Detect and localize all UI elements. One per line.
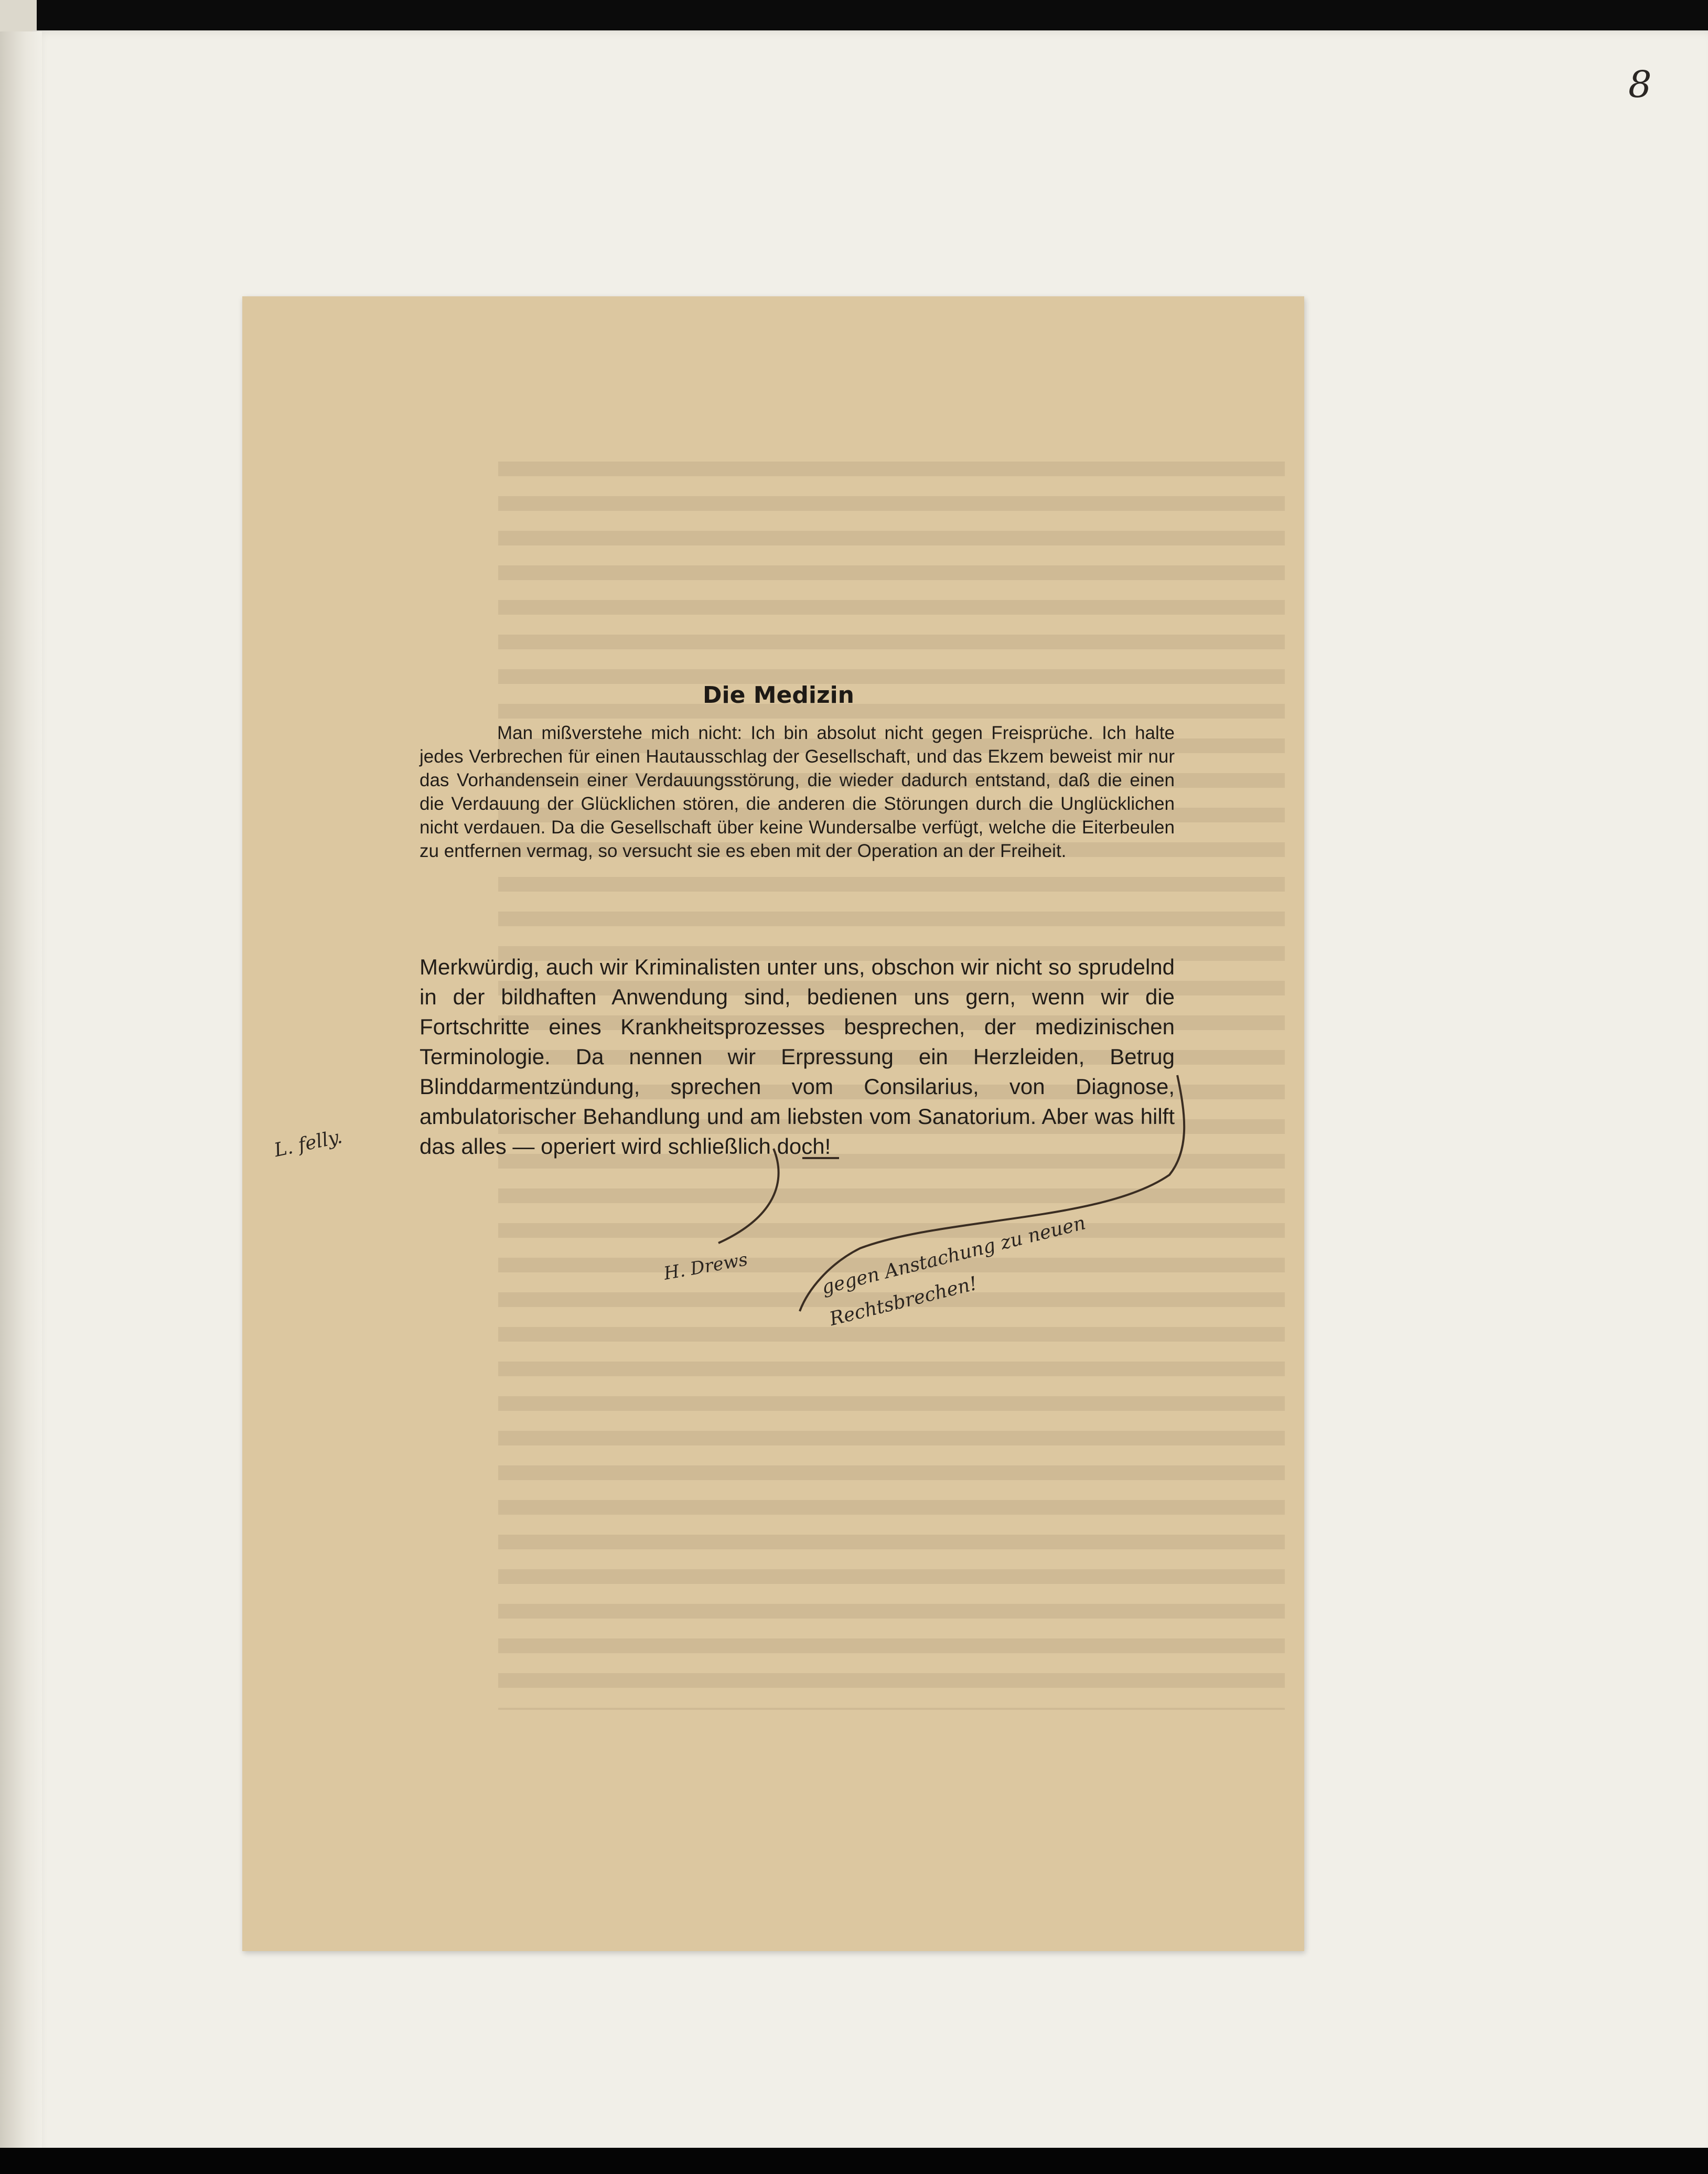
page-number: 8 [1628, 63, 1652, 106]
article-paragraph-1: Man mißverstehe mich nicht: Ich bin absolut nicht gegen Freisprüche. Ich halte jedes Verbrechen für einen Hautausschlag der Gesellschaft, und das Ekzem beweist mir nur das Vorhandensein einer Verdauungsstörung, die wieder dadurch entstand, daß die einen die Verdauung der Glücklichen stören, die anderen die Störungen durch die Unglücklichen nicht verdauen. Da die Gesellschaft über keine Wundersalbe verfügt, welche die Eiterbeulen zu entfernen vermag, so versucht sie es eben mit der Operation an der Freiheit. [420, 723, 1175, 861]
handwritten-signature: H. Drews [662, 1249, 749, 1284]
margin-note: L. felly. [272, 1126, 345, 1162]
caret-stroke [718, 1149, 779, 1243]
scan-border [0, 2148, 1708, 2174]
article-paragraph-2: Merkwürdig, auch wir Kriminalisten unter uns, obschon wir nicht so sprudelnd in der bildhaften Anwendung sind, bedienen uns gern, wenn wir die Fortschritte eines Krankheitsprozesses besprechen, der medizinischen Terminologie. Da nennen wir Erpressung ein Herzleiden, Betrug Blinddarmentzündung, sprechen vom Consilarius, von Diagnose, ambulatorischer Behandlung und am liebsten vom Sanatorium. Aber was hilft das alles — operiert wird schließlich doch! [420, 955, 1175, 1159]
handwritten-note: gegen Anstachung zu neuen Rechtsbrechen! [819, 1212, 1088, 1331]
article-title: Die Medizin [703, 682, 854, 709]
